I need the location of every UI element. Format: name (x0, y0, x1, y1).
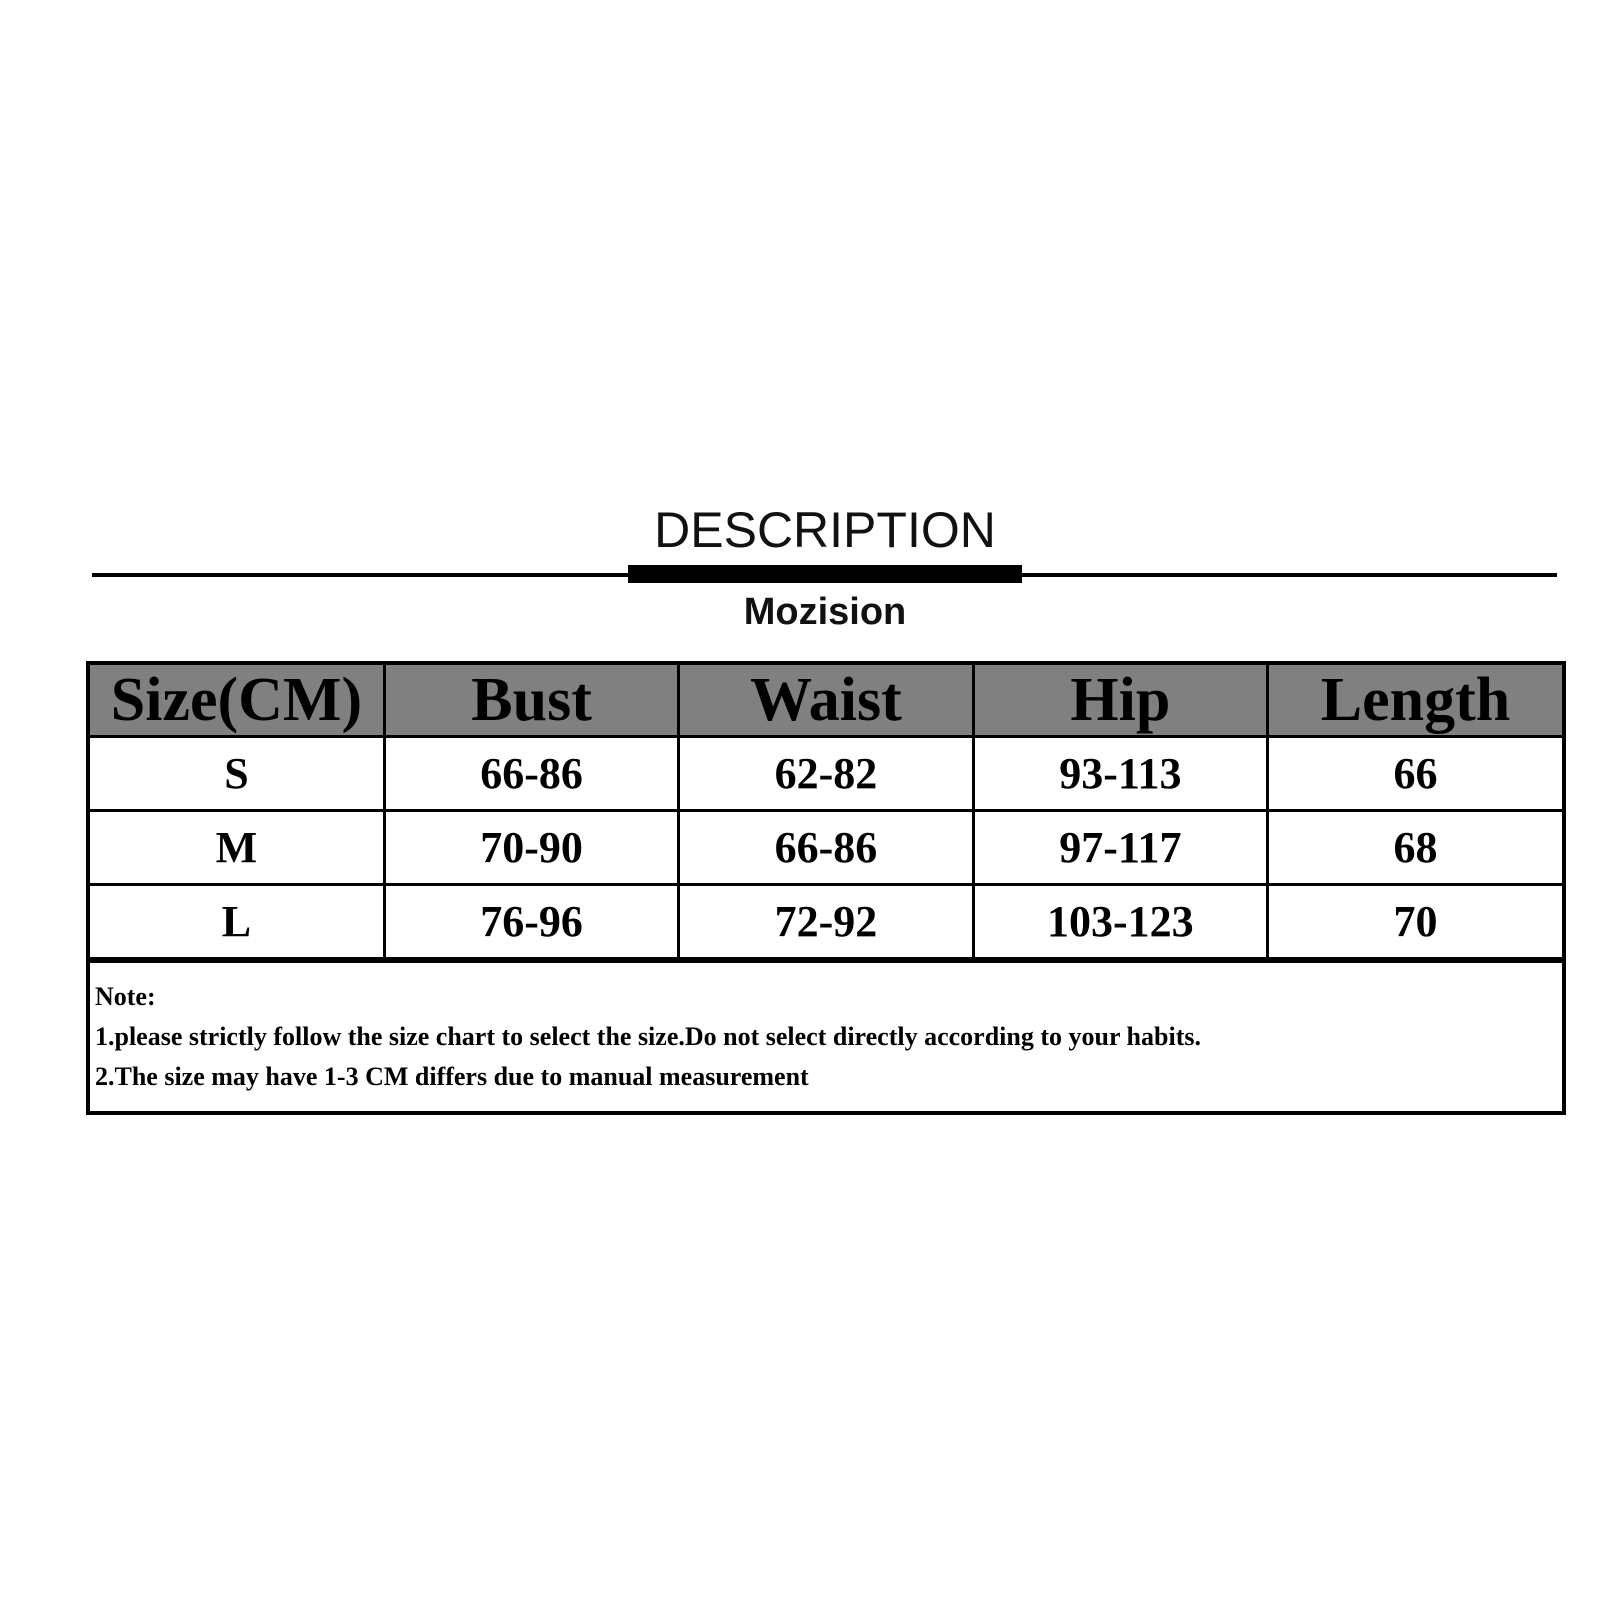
column-header-hip: Hip (973, 665, 1267, 737)
note-line-2: 2.The size may have 1-3 CM differs due to manual measurement (95, 1062, 809, 1091)
cell-waist: 62-82 (679, 737, 973, 811)
column-header-bust: Bust (384, 665, 678, 737)
size-table (90, 665, 1562, 960)
cell-length: 66 (1268, 737, 1562, 811)
cell-bust: 66-86 (384, 737, 678, 811)
notes-section (90, 960, 1562, 1111)
table-row (90, 811, 1562, 885)
note-line-1: 1.please strictly follow the size chart to select the size.Do not select directly according to your habits. (95, 1022, 1201, 1051)
cell-size: L (90, 885, 384, 959)
table-row (90, 885, 1562, 959)
brand-name: Mozision (743, 591, 907, 633)
column-header-length: Length (1268, 665, 1562, 737)
column-header-waist: Waist (679, 665, 973, 737)
size-chart (86, 661, 1566, 1115)
cell-length: 68 (1268, 811, 1562, 885)
divider-accent-bar (628, 565, 1022, 583)
cell-hip: 93-113 (973, 737, 1267, 811)
table-header-row (90, 665, 1562, 737)
notes-label: Note: (95, 982, 156, 1011)
cell-waist: 66-86 (679, 811, 973, 885)
cell-waist: 72-92 (679, 885, 973, 959)
cell-bust: 76-96 (384, 885, 678, 959)
cell-hip: 97-117 (973, 811, 1267, 885)
table-row (90, 737, 1562, 811)
cell-bust: 70-90 (384, 811, 678, 885)
column-header-size: Size(CM) (90, 665, 384, 737)
cell-length: 70 (1268, 885, 1562, 959)
cell-size: S (90, 737, 384, 811)
cell-size: M (90, 811, 384, 885)
page-title: DESCRIPTION (654, 502, 996, 558)
cell-hip: 103-123 (973, 885, 1267, 959)
